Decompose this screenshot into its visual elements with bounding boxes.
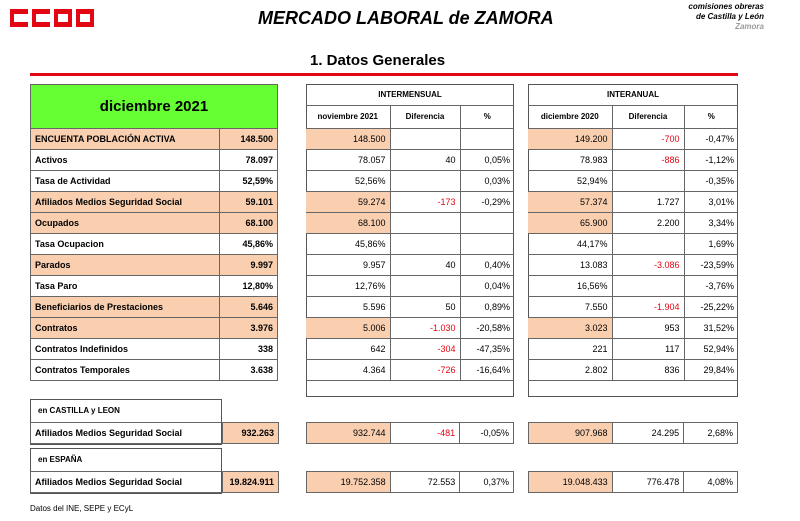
interanual-pct: 31,52% (684, 317, 738, 338)
interanual-value: 65.900 (528, 212, 612, 233)
interanual-pct: -1,12% (684, 149, 738, 170)
row-label: Ocupados (31, 213, 220, 234)
interanual-diff (612, 275, 684, 296)
row-label: Contratos Indefinidos (31, 339, 220, 360)
intermensual-col-prev: noviembre 2021 (306, 105, 390, 128)
table-row (528, 296, 738, 317)
table-row (31, 192, 278, 213)
row-label: Contratos (31, 318, 220, 339)
interanual-value: 57.374 (528, 191, 612, 212)
header-divider (30, 73, 738, 76)
main-table (30, 84, 278, 381)
intermensual-title: INTERMENSUAL (378, 89, 442, 99)
period-row (31, 85, 278, 129)
espana-interanual (528, 471, 738, 493)
interanual-pct: -3,76% (684, 275, 738, 296)
table-row (306, 296, 514, 317)
interanual-table (528, 84, 738, 381)
interanual-value: 44,17% (528, 233, 612, 254)
castilla-a-val: 907.968 (529, 423, 613, 444)
castilla-a-pct: 2,68% (684, 423, 738, 444)
intermensual-diff (390, 128, 460, 149)
table-row (528, 233, 738, 254)
org-name (688, 2, 764, 32)
interanual-value: 52,94% (528, 170, 612, 191)
intermensual-diff: 40 (390, 149, 460, 170)
table-row (528, 128, 738, 149)
table-row (528, 359, 738, 380)
castilla-value: 932.263 (223, 423, 279, 444)
row-value: 9.997 (220, 255, 278, 276)
logo-letter (10, 9, 28, 27)
table-row (306, 317, 514, 338)
table-row (528, 212, 738, 233)
interanual-value: 16,56% (528, 275, 612, 296)
row-value: 5.646 (220, 297, 278, 318)
table-row (31, 129, 278, 150)
table-row (528, 338, 738, 359)
castilla-row (30, 422, 279, 444)
table-row (31, 255, 278, 276)
interanual-diff: 836 (612, 359, 684, 380)
intermensual-value: 4.364 (306, 359, 390, 380)
intermensual-value: 5.006 (306, 317, 390, 338)
espana-intermensual (306, 471, 514, 493)
row-label: Contratos Temporales (31, 360, 220, 381)
intermensual-diff: -726 (390, 359, 460, 380)
intermensual-diff (390, 212, 460, 233)
interanual-diff: -700 (612, 128, 684, 149)
espana-m-pct: 0,37% (460, 472, 514, 493)
interanual-title: INTERANUAL (607, 89, 659, 99)
table-row (31, 360, 278, 381)
interanual-value: 78.983 (528, 149, 612, 170)
intermensual-value: 148.500 (306, 128, 390, 149)
logo-letter (54, 9, 72, 27)
intermensual-pct: 0,05% (460, 149, 514, 170)
castilla-a-diff: 24.295 (612, 423, 684, 444)
table-row (31, 276, 278, 297)
interanual-pct: -23,59% (684, 254, 738, 275)
logo-letter (76, 9, 94, 27)
intermensual-diff: -304 (390, 338, 460, 359)
row-label: ENCUENTA POBLACIÓN ACTIVA (31, 129, 220, 150)
interanual-pct: -0,47% (684, 128, 738, 149)
espana-m-val: 19.752.358 (307, 472, 391, 493)
castilla-label: Afiliados Medios Seguridad Social (31, 423, 223, 444)
org-line-1: comisiones obreras (688, 2, 764, 11)
intermensual-pct: -20,58% (460, 317, 514, 338)
castilla-intermensual (306, 422, 514, 444)
espana-value: 19.824.911 (223, 472, 279, 493)
intermensual-diff (390, 233, 460, 254)
logo-letter (32, 9, 50, 27)
interanual-diff: 2.200 (612, 212, 684, 233)
interanual-pct: 29,84% (684, 359, 738, 380)
table-row (306, 254, 514, 275)
table-row (528, 170, 738, 191)
row-value: 59.101 (220, 192, 278, 213)
intermensual-pct: -16,64% (460, 359, 514, 380)
row-value: 45,86% (220, 234, 278, 255)
intermensual-diff: -1.030 (390, 317, 460, 338)
intermensual-pct (460, 212, 514, 233)
table-row (528, 191, 738, 212)
intermensual-pct: 0,04% (460, 275, 514, 296)
espana-a-pct: 4,08% (684, 472, 738, 493)
intermensual-pct: -0,29% (460, 191, 514, 212)
castilla-m-diff: -481 (390, 423, 460, 444)
interanual-value: 3.023 (528, 317, 612, 338)
castilla-interanual (528, 422, 738, 444)
intermensual-diff: 40 (390, 254, 460, 275)
period-label: diciembre 2021 (31, 85, 278, 129)
intermensual-value: 9.957 (306, 254, 390, 275)
intermensual-col-pct: % (460, 105, 514, 128)
intermensual-diff: 50 (390, 296, 460, 317)
row-label: Afiliados Medios Seguridad Social (31, 192, 220, 213)
interanual-col-prev: diciembre 2020 (528, 105, 612, 128)
interanual-diff: -1.904 (612, 296, 684, 317)
org-line-2: de Castilla y León (695, 12, 764, 21)
row-label: Parados (31, 255, 220, 276)
row-label: Activos (31, 150, 220, 171)
intermensual-table (306, 84, 514, 381)
row-value: 78.097 (220, 150, 278, 171)
table-row (306, 128, 514, 149)
intermensual-pct (460, 128, 514, 149)
espana-region-label: en ESPAÑA (38, 455, 83, 464)
table-row (31, 318, 278, 339)
intermensual-pct (460, 233, 514, 254)
table-row (31, 234, 278, 255)
intermensual-diff (390, 275, 460, 296)
espana-a-val: 19.048.433 (529, 472, 613, 493)
interanual-diff: 117 (612, 338, 684, 359)
interanual-diff (612, 170, 684, 191)
intermensual-value: 12,76% (306, 275, 390, 296)
interanual-col-diff: Diferencia (612, 105, 684, 128)
interanual-pct: -25,22% (684, 296, 738, 317)
interanual-pct: -0,35% (684, 170, 738, 191)
intermensual-pct: 0,89% (460, 296, 514, 317)
table-row (31, 213, 278, 234)
espana-row (30, 471, 279, 493)
castilla-m-val: 932.744 (307, 423, 391, 444)
table-row (306, 149, 514, 170)
intermensual-value: 78.057 (306, 149, 390, 170)
row-label: Tasa de Actividad (31, 171, 220, 192)
intermensual-value: 642 (306, 338, 390, 359)
intermensual-value: 68.100 (306, 212, 390, 233)
table-row (306, 233, 514, 254)
row-label: Tasa Paro (31, 276, 220, 297)
espana-label: Afiliados Medios Seguridad Social (31, 472, 223, 493)
castilla-m-pct: -0,05% (460, 423, 514, 444)
espana-a-diff: 776.478 (612, 472, 684, 493)
interanual-pct: 1,69% (684, 233, 738, 254)
table-row (528, 149, 738, 170)
interanual-diff: 953 (612, 317, 684, 338)
row-label: Tasa Ocupacion (31, 234, 220, 255)
interanual-pct: 3,34% (684, 212, 738, 233)
intermensual-diff (390, 170, 460, 191)
row-value: 148.500 (220, 129, 278, 150)
interanual-diff: -3.086 (612, 254, 684, 275)
intermensual-pct: 0,03% (460, 170, 514, 191)
footnote: Datos del INE, SEPE y ECyL (30, 504, 134, 513)
interanual-diff (612, 233, 684, 254)
table-row (31, 339, 278, 360)
intermensual-value: 52,56% (306, 170, 390, 191)
row-value: 12,80% (220, 276, 278, 297)
interanual-pct: 3,01% (684, 191, 738, 212)
interanual-value: 149.200 (528, 128, 612, 149)
row-value: 68.100 (220, 213, 278, 234)
table-row (31, 150, 278, 171)
intermensual-col-diff: Diferencia (390, 105, 460, 128)
interanual-value: 221 (528, 338, 612, 359)
row-value: 338 (220, 339, 278, 360)
intermensual-pct: -47,35% (460, 338, 514, 359)
interanual-diff: -886 (612, 149, 684, 170)
table-row (528, 254, 738, 275)
row-value: 3.976 (220, 318, 278, 339)
table-row (528, 317, 738, 338)
table-row (306, 359, 514, 380)
castilla-region-label: en CASTILLA y LEON (38, 406, 120, 415)
interanual-value: 2.802 (528, 359, 612, 380)
intermensual-value: 45,86% (306, 233, 390, 254)
interanual-col-pct: % (684, 105, 738, 128)
table-row (306, 170, 514, 191)
interanual-pct: 52,94% (684, 338, 738, 359)
interanual-value: 13.083 (528, 254, 612, 275)
row-value: 3.638 (220, 360, 278, 381)
interanual-value: 7.550 (528, 296, 612, 317)
row-value: 52,59% (220, 171, 278, 192)
org-line-3: Zamora (735, 22, 764, 31)
row-label: Beneficiarios de Prestaciones (31, 297, 220, 318)
intermensual-pct: 0,40% (460, 254, 514, 275)
table-row (306, 212, 514, 233)
table-row (528, 275, 738, 296)
intermensual-value: 5.596 (306, 296, 390, 317)
espana-m-diff: 72.553 (390, 472, 460, 493)
interanual-diff: 1.727 (612, 191, 684, 212)
table-row (306, 275, 514, 296)
table-row (31, 171, 278, 192)
table-row (31, 297, 278, 318)
intermensual-value: 59.274 (306, 191, 390, 212)
page-title: MERCADO LABORAL de ZAMORA (258, 8, 554, 28)
intermensual-diff: -173 (390, 191, 460, 212)
table-row (306, 338, 514, 359)
ccoo-logo (10, 9, 94, 27)
table-row (306, 191, 514, 212)
section-title: 1. Datos Generales (310, 52, 446, 69)
